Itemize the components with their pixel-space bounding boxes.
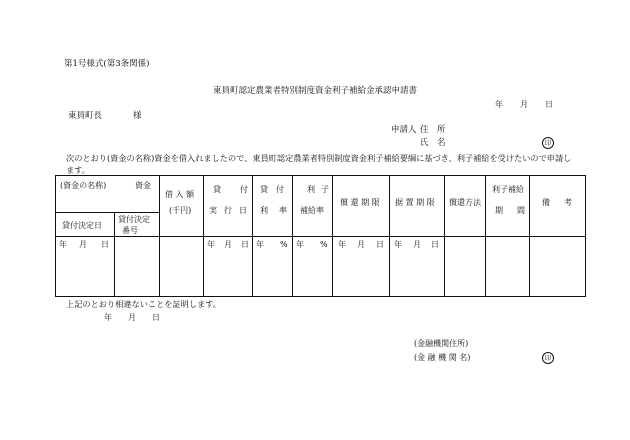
remarks-header-b: 考 <box>564 198 572 207</box>
loan-rate-header-line1-b: 付 <box>276 185 284 194</box>
fund-header: 資金 <box>135 181 151 190</box>
exec-date-year-label: 年 <box>207 240 215 249</box>
decision-date-year-label: 年 <box>59 240 67 249</box>
loan-exec-header-line2-b: 行 <box>224 206 232 215</box>
remarks-header-a: 備 <box>542 198 550 207</box>
grace-year-label: 年 <box>394 240 402 249</box>
decision-date-month-label: 月 <box>79 240 87 249</box>
subsidy-period-header-line2-b: 間 <box>517 206 525 215</box>
cert-date-year-label: 年 <box>104 313 112 322</box>
loan-exec-header-line1-a: 貸 <box>213 185 221 194</box>
repay-day-label: 日 <box>376 240 384 249</box>
cert-date-month-label: 月 <box>128 313 136 322</box>
subsidy-period-header-line2-a: 期 <box>495 206 503 215</box>
subsidy-rate-header-line1-b: 子 <box>321 185 329 194</box>
subsidy-rate-year-label: 年 <box>296 240 304 249</box>
decision-date-day-label: 日 <box>101 240 109 249</box>
subsidy-rate-header-line1-a: 利 <box>307 185 315 194</box>
application-body-text: 次のとおり(資金の名称)資金を借入れましたので、東員町認定農業者特別制度資金利子補給要綱に基づき、利子補給を受けたいので申請します。 <box>66 153 572 175</box>
exec-date-day-label: 日 <box>241 240 249 249</box>
borrow-amount-header-line1: 借 入 額 <box>165 190 195 199</box>
bank-address-label: (金融機関住所) <box>414 339 469 348</box>
repay-year-label: 年 <box>338 240 346 249</box>
repayment-deadline-header: 償 還 期 限 <box>340 198 380 207</box>
grace-deadline-header: 据 置 期 限 <box>395 198 435 207</box>
addressee-honorific: 様 <box>133 111 142 121</box>
loan-rate-year-label: 年 <box>256 240 264 249</box>
loan-exec-header-line2-c: 日 <box>239 206 247 215</box>
applicant-label: 申請人 <box>391 125 417 135</box>
fund-name-header: (資金の名称) <box>60 181 107 190</box>
date-month-label: 月 <box>520 100 528 109</box>
bank-name-label: (金 融 機 関 名) <box>414 353 471 362</box>
loan-exec-header-line1-b: 付 <box>240 185 248 194</box>
subsidy-rate-header-line2: 補給率 <box>300 206 324 215</box>
applicant-seal-mark: 印 <box>542 137 554 149</box>
application-table <box>55 175 586 297</box>
grace-day-label: 日 <box>431 240 439 249</box>
loan-rate-header-line1-a: 貸 <box>260 185 268 194</box>
repay-month-label: 月 <box>357 240 365 249</box>
cert-date-day-label: 日 <box>152 313 160 322</box>
borrow-amount-header-line2: (千円) <box>169 206 192 215</box>
loan-rate-header-line2-a: 利 <box>260 206 268 215</box>
address-label: 住 所 <box>420 125 446 135</box>
bank-seal-mark: 印 <box>542 352 554 364</box>
loan-decision-number-header-line2: 番号 <box>122 226 138 235</box>
exec-date-month-label: 月 <box>224 240 232 249</box>
loan-exec-header-line2-a: 実 <box>209 206 217 215</box>
subsidy-rate-percent-label: % <box>320 240 328 249</box>
name-label: 氏 名 <box>420 138 446 148</box>
addressee: 東員町長 <box>68 111 103 121</box>
certification-text: 上記のとおり相違ないことを証明します。 <box>66 299 221 309</box>
loan-decision-number-header-line1: 貸付決定 <box>118 215 150 224</box>
date-day-label: 日 <box>545 100 553 109</box>
loan-rate-header-line2-b: 率 <box>279 206 287 215</box>
subsidy-period-header-line1: 利子補給 <box>492 185 524 194</box>
repayment-method-header: 償還方法 <box>449 198 481 207</box>
loan-decision-date-header: 貸付決定日 <box>62 221 102 230</box>
grace-month-label: 月 <box>413 240 421 249</box>
loan-rate-percent-label: % <box>280 240 288 249</box>
form-number: 第1号様式(第3条関係) <box>64 59 150 69</box>
document-title: 東員町認定農業者特別制度資金利子補給金承認申請書 <box>212 86 417 96</box>
date-year-label: 年 <box>495 100 503 109</box>
